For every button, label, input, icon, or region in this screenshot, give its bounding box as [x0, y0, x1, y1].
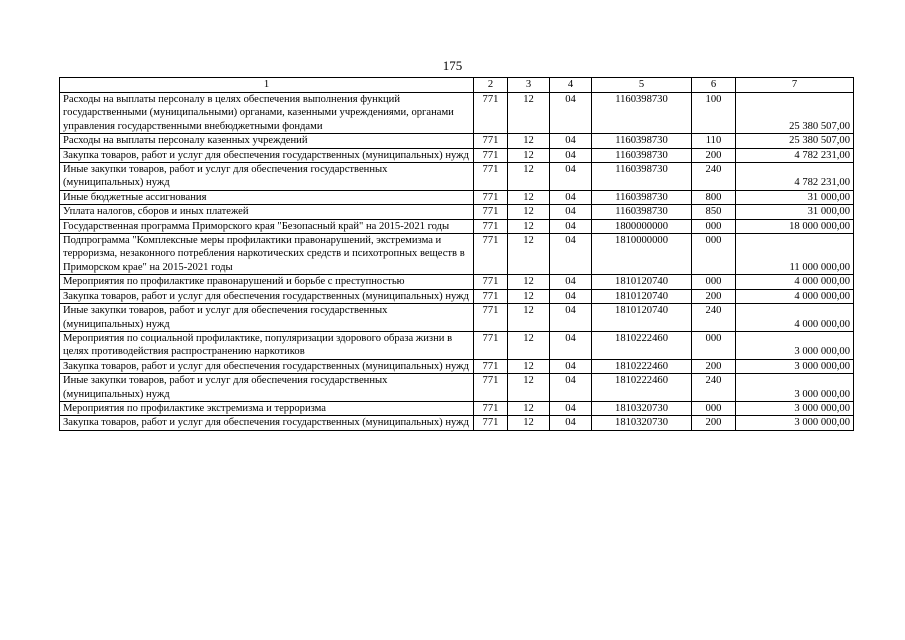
row-section-code: 12 — [508, 416, 550, 430]
row-subsection-code: 04 — [550, 374, 592, 402]
row-description: Подпрограмма "Комплексные меры профилактики правонарушений, экстремизма и терроризма, незаконного потребления наркотических средств и психотропных веществ в Приморском крае" на 2015-2021 годы — [60, 234, 474, 275]
row-description: Закупка товаров, работ и услуг для обеспечения государственных (муниципальных) нужд — [60, 289, 474, 303]
row-description: Расходы на выплаты персоналу в целях обеспечения выполнения функций государственными (муниципальными) органами, казенными учреждениями, органами управления государственными внебюджетными фондами — [60, 93, 474, 134]
row-expense-type: 200 — [692, 359, 736, 373]
row-target-article: 1810320730 — [592, 401, 692, 415]
row-expense-type: 240 — [692, 163, 736, 191]
row-amount: 11 000 000,00 — [736, 234, 854, 275]
row-amount: 18 000 000,00 — [736, 219, 854, 233]
row-expense-type: 000 — [692, 275, 736, 289]
row-amount: 4 782 231,00 — [736, 163, 854, 191]
table-row — [60, 134, 854, 148]
row-description: Уплата налогов, сборов и иных платежей — [60, 205, 474, 219]
row-amount: 4 000 000,00 — [736, 304, 854, 332]
table-row — [60, 401, 854, 415]
row-section-code: 12 — [508, 374, 550, 402]
table-row — [60, 219, 854, 233]
row-section-code: 12 — [508, 134, 550, 148]
row-subsection-code: 04 — [550, 289, 592, 303]
page-number: 175 — [442, 58, 463, 73]
table-row — [60, 205, 854, 219]
row-subsection-code: 04 — [550, 401, 592, 415]
row-ministry-code: 771 — [474, 359, 508, 373]
table-row — [60, 304, 854, 332]
row-description: Иные закупки товаров, работ и услуг для обеспечения государственных (муниципальных) нужд — [60, 304, 474, 332]
table-row — [60, 374, 854, 402]
row-section-code: 12 — [508, 359, 550, 373]
row-target-article: 1160398730 — [592, 163, 692, 191]
row-ministry-code: 771 — [474, 401, 508, 415]
row-section-code: 12 — [508, 275, 550, 289]
table-row — [60, 163, 854, 191]
table-row — [60, 234, 854, 275]
row-amount: 3 000 000,00 — [736, 401, 854, 415]
row-section-code: 12 — [508, 401, 550, 415]
table-row — [60, 289, 854, 303]
row-subsection-code: 04 — [550, 148, 592, 162]
row-subsection-code: 04 — [550, 331, 592, 359]
row-expense-type: 110 — [692, 134, 736, 148]
row-amount: 31 000,00 — [736, 205, 854, 219]
row-subsection-code: 04 — [550, 234, 592, 275]
row-description: Мероприятия по социальной профилактике, популяризации здорового образа жизни в целях противодействия распространению наркотиков — [60, 331, 474, 359]
row-section-code: 12 — [508, 331, 550, 359]
row-expense-type: 000 — [692, 401, 736, 415]
row-subsection-code: 04 — [550, 190, 592, 204]
table-row — [60, 148, 854, 162]
row-ministry-code: 771 — [474, 134, 508, 148]
row-ministry-code: 771 — [474, 205, 508, 219]
row-amount: 31 000,00 — [736, 190, 854, 204]
row-ministry-code: 771 — [474, 190, 508, 204]
row-ministry-code: 771 — [474, 331, 508, 359]
row-amount: 3 000 000,00 — [736, 374, 854, 402]
column-header: 5 — [592, 78, 692, 93]
column-header: 3 — [508, 78, 550, 93]
row-expense-type: 800 — [692, 190, 736, 204]
row-ministry-code: 771 — [474, 219, 508, 233]
row-amount: 25 380 507,00 — [736, 93, 854, 134]
row-target-article: 1160398730 — [592, 190, 692, 204]
row-expense-type: 000 — [692, 234, 736, 275]
row-amount: 4 782 231,00 — [736, 148, 854, 162]
budget-table — [59, 77, 854, 431]
row-description: Мероприятия по профилактике правонарушений и борьбе с преступностью — [60, 275, 474, 289]
row-description: Государственная программа Приморского края "Безопасный край" на 2015-2021 годы — [60, 219, 474, 233]
row-expense-type: 000 — [692, 219, 736, 233]
row-amount: 3 000 000,00 — [736, 416, 854, 430]
row-target-article: 1810120740 — [592, 289, 692, 303]
row-section-code: 12 — [508, 205, 550, 219]
column-header: 2 — [474, 78, 508, 93]
row-section-code: 12 — [508, 289, 550, 303]
row-description: Закупка товаров, работ и услуг для обеспечения государственных (муниципальных) нужд — [60, 416, 474, 430]
row-expense-type: 200 — [692, 289, 736, 303]
row-subsection-code: 04 — [550, 416, 592, 430]
row-section-code: 12 — [508, 234, 550, 275]
row-section-code: 12 — [508, 148, 550, 162]
row-expense-type: 240 — [692, 304, 736, 332]
table-row — [60, 359, 854, 373]
row-expense-type: 240 — [692, 374, 736, 402]
row-target-article: 1810320730 — [592, 416, 692, 430]
row-description: Иные бюджетные ассигнования — [60, 190, 474, 204]
row-subsection-code: 04 — [550, 275, 592, 289]
row-amount: 3 000 000,00 — [736, 359, 854, 373]
row-description: Мероприятия по профилактике экстремизма и терроризма — [60, 401, 474, 415]
row-section-code: 12 — [508, 190, 550, 204]
table-row — [60, 190, 854, 204]
table-row — [60, 416, 854, 430]
row-ministry-code: 771 — [474, 93, 508, 134]
row-target-article: 1160398730 — [592, 205, 692, 219]
row-expense-type: 200 — [692, 416, 736, 430]
column-header: 7 — [736, 78, 854, 93]
row-description: Иные закупки товаров, работ и услуг для обеспечения государственных (муниципальных) нужд — [60, 163, 474, 191]
row-expense-type: 850 — [692, 205, 736, 219]
row-subsection-code: 04 — [550, 205, 592, 219]
row-target-article: 1800000000 — [592, 219, 692, 233]
column-header: 6 — [692, 78, 736, 93]
row-target-article: 1810222460 — [592, 331, 692, 359]
row-expense-type: 200 — [692, 148, 736, 162]
row-subsection-code: 04 — [550, 359, 592, 373]
row-amount: 3 000 000,00 — [736, 331, 854, 359]
row-ministry-code: 771 — [474, 416, 508, 430]
row-description: Закупка товаров, работ и услуг для обеспечения государственных (муниципальных) нужд — [60, 359, 474, 373]
row-ministry-code: 771 — [474, 148, 508, 162]
row-description: Расходы на выплаты персоналу казенных учреждений — [60, 134, 474, 148]
row-target-article: 1160398730 — [592, 148, 692, 162]
row-amount: 25 380 507,00 — [736, 134, 854, 148]
table-header-row — [60, 78, 854, 93]
row-ministry-code: 771 — [474, 304, 508, 332]
row-ministry-code: 771 — [474, 234, 508, 275]
row-section-code: 12 — [508, 304, 550, 332]
row-expense-type: 100 — [692, 93, 736, 134]
row-target-article: 1810222460 — [592, 374, 692, 402]
row-target-article: 1810120740 — [592, 275, 692, 289]
table-row — [60, 331, 854, 359]
row-subsection-code: 04 — [550, 219, 592, 233]
row-target-article: 1810120740 — [592, 304, 692, 332]
column-header: 1 — [60, 78, 474, 93]
row-subsection-code: 04 — [550, 163, 592, 191]
row-amount: 4 000 000,00 — [736, 289, 854, 303]
row-target-article: 1810000000 — [592, 234, 692, 275]
table-row — [60, 275, 854, 289]
row-target-article: 1810222460 — [592, 359, 692, 373]
row-ministry-code: 771 — [474, 163, 508, 191]
row-target-article: 1160398730 — [592, 93, 692, 134]
row-section-code: 12 — [508, 93, 550, 134]
row-expense-type: 000 — [692, 331, 736, 359]
row-amount: 4 000 000,00 — [736, 275, 854, 289]
row-ministry-code: 771 — [474, 374, 508, 402]
table-row — [60, 93, 854, 134]
row-subsection-code: 04 — [550, 134, 592, 148]
row-subsection-code: 04 — [550, 93, 592, 134]
row-ministry-code: 771 — [474, 289, 508, 303]
row-subsection-code: 04 — [550, 304, 592, 332]
row-ministry-code: 771 — [474, 275, 508, 289]
row-description: Закупка товаров, работ и услуг для обеспечения государственных (муниципальных) нужд — [60, 148, 474, 162]
row-target-article: 1160398730 — [592, 134, 692, 148]
row-section-code: 12 — [508, 219, 550, 233]
column-header: 4 — [550, 78, 592, 93]
row-section-code: 12 — [508, 163, 550, 191]
row-description: Иные закупки товаров, работ и услуг для обеспечения государственных (муниципальных) нужд — [60, 374, 474, 402]
